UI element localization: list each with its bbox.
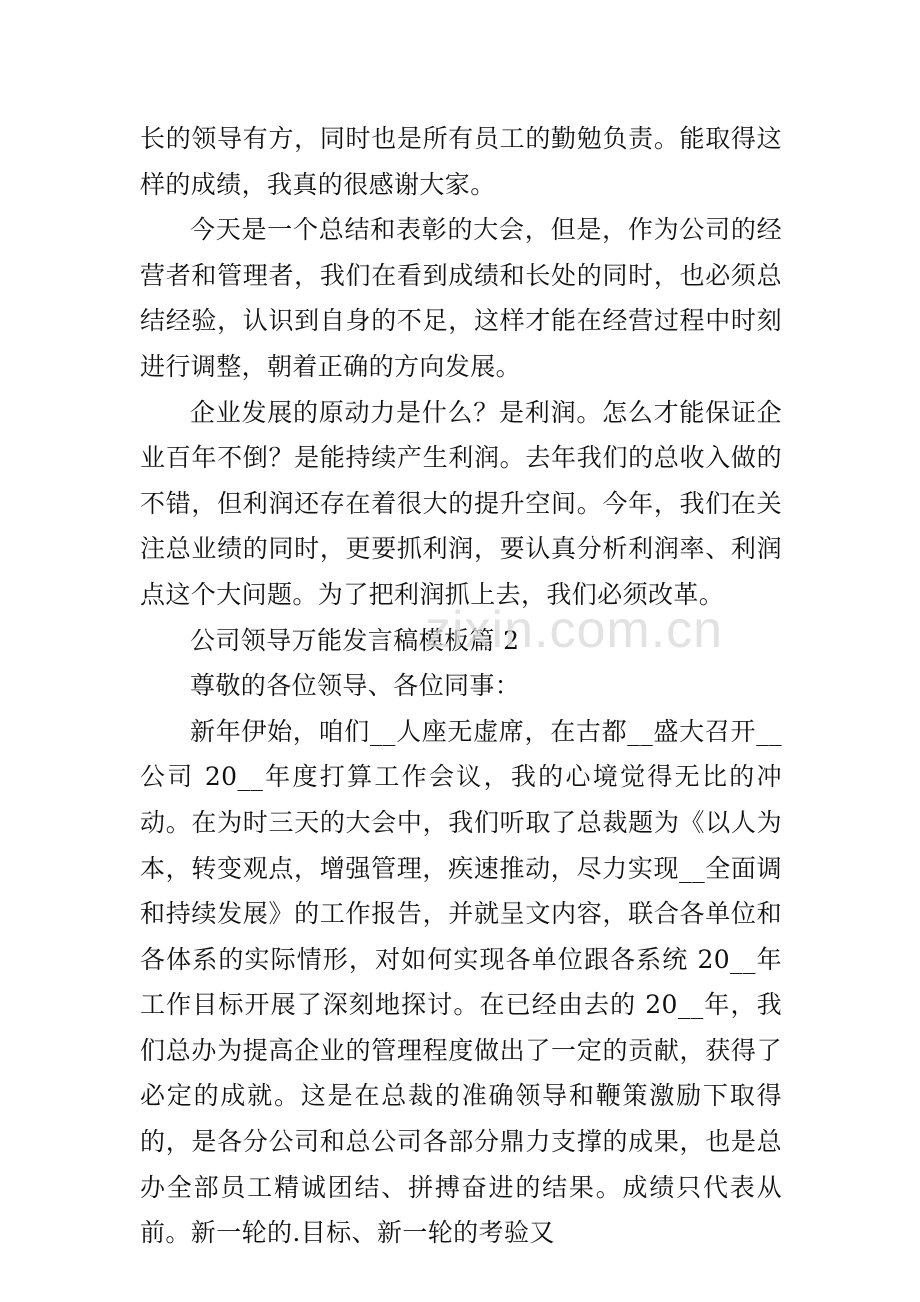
watermark: zixin.com.cn <box>425 601 724 659</box>
paragraph-2: 今天是一个总结和表彰的大会，但是，作为公司的经营者和管理者，我们在看到成绩和长处的同时，也必须总结经验，认识到自身的不足，这样才能在经营过程中时刻进行调整，朝着正确的方向发展。 <box>140 215 782 381</box>
salutation: 尊敬的各位领导、各位同事： <box>190 671 521 701</box>
document-body <box>140 116 782 1256</box>
section-heading: 公司领导万能发言稿模板篇 2 <box>190 625 520 655</box>
paragraph-1: 长的领导有方，同时也是所有员工的勤勉负责。能取得这样的成绩，我真的很感谢大家。 <box>140 124 782 199</box>
paragraph-6: 新年伊始，咱们__人座无虚席，在古都__盛大召开__公司 20__年度打算工作会议，我的心境觉得无比的冲动。在为时三天的大会中，我们听取了总裁题为《以人为本，转变观点，增强管理，疾速推动，尽力实现__全面调和持续发展》的工作报告，并就呈文内容，联合各单位和各体系的实际情形，对如何实现各单位跟各系统 20__年工作目标开展了深刻地探讨。在已经由去的 20__年，我们总办为提高企业的管理程度做出了一定的贡献，获得了必定的成就。这是在总裁的准确领导和鞭策激励下取得的，是各分公司和总公司各部分鼎力支撑的成果，也是总办全部员工精诚团结、拼搏奋进的结果。成绩只代表从前。新一轮的.目标、新一轮的考验又 <box>140 716 782 1248</box>
paragraph-3: 企业发展的原动力是什么？是利润。怎么才能保证企业百年不倒？是能持续产生利润。去年我们的总收入做的不错，但利润还存在着很大的提升空间。今年，我们在关注总业绩的同时，更要抓利润，要认真分析利润率、利润点这个大问题。为了把利润抓上去，我们必须改革。 <box>140 397 782 609</box>
